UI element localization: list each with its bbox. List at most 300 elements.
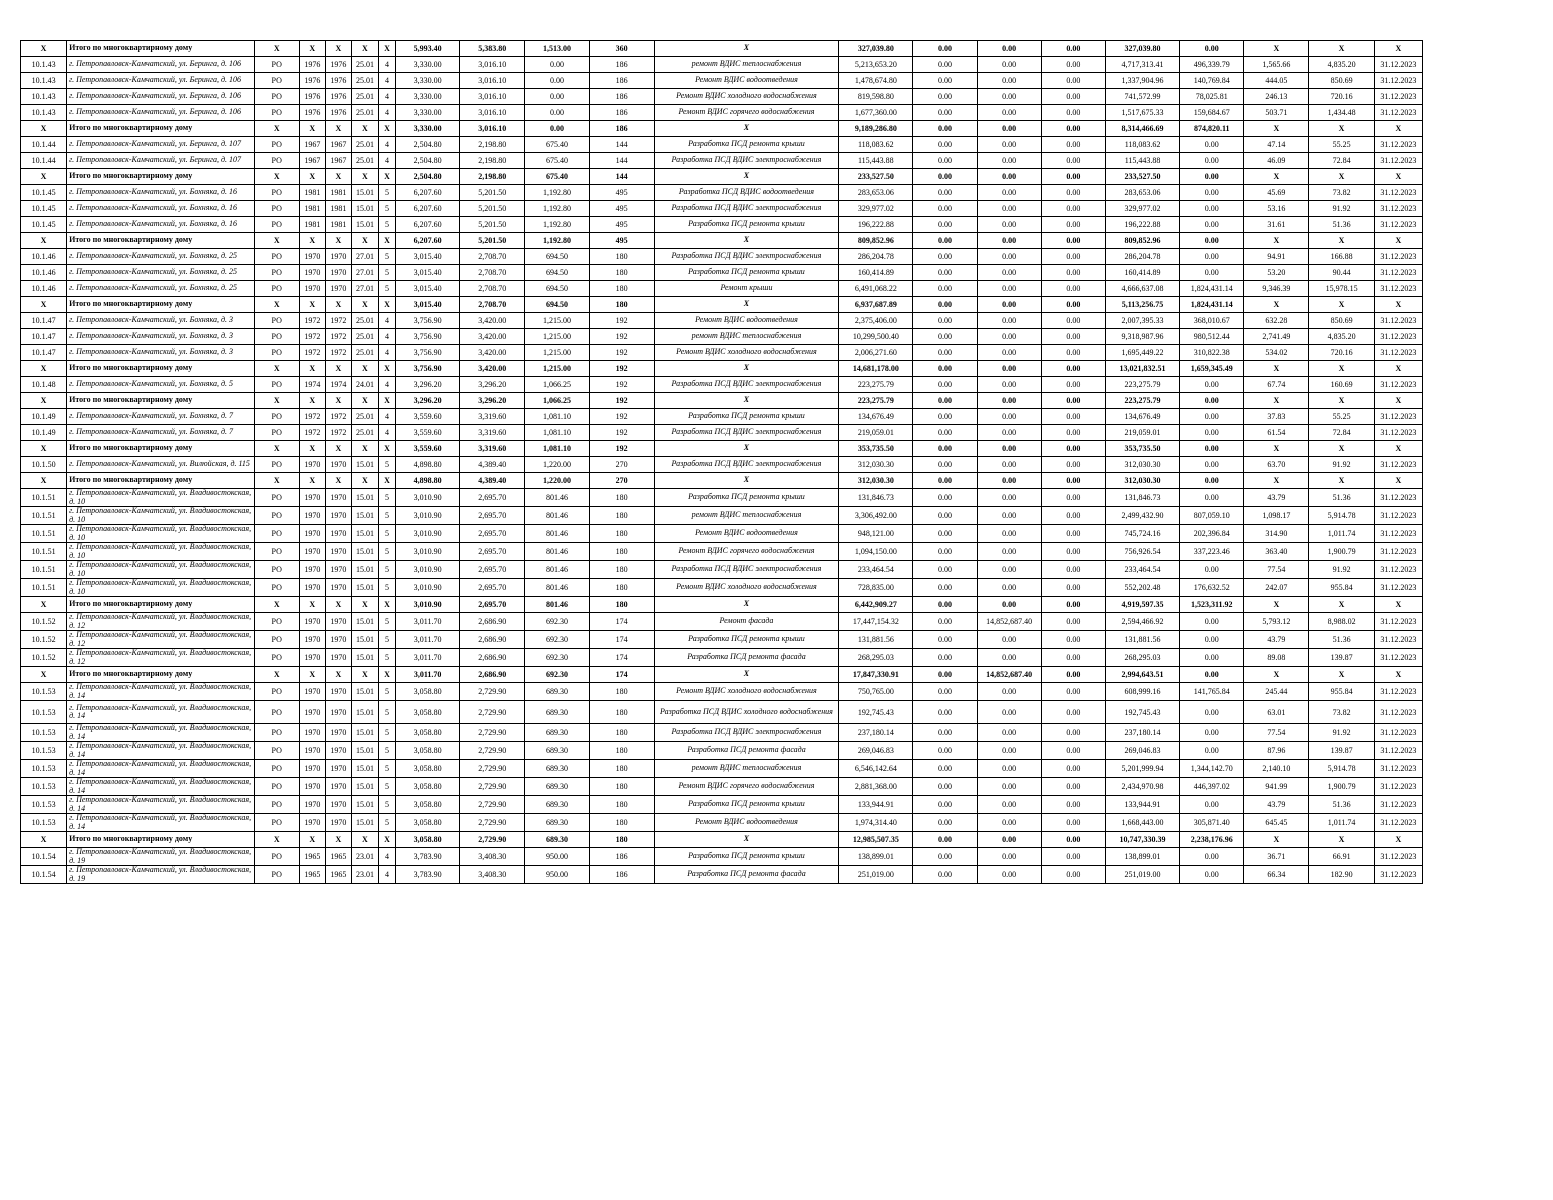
cell-work-type: X	[654, 473, 839, 489]
cell-municipal-funds: 0.00	[1041, 814, 1105, 832]
cell-total-cost: 10,299,500.40	[839, 329, 913, 345]
cell-work-type: X	[654, 393, 839, 409]
cell-address: г. Петропавловск-Камчатский, ул. Бохняка, д. 3	[67, 313, 255, 329]
cell-owner-funds: 2,434,970.98	[1105, 778, 1179, 796]
cell-living-area: 3,319.60	[460, 409, 525, 425]
cell-wall-material: 15.01	[351, 201, 378, 217]
cell-max-unit-cost: 850.69	[1309, 313, 1374, 329]
cell-municipal-funds: 0.00	[1041, 441, 1105, 457]
cell-year-built: X	[299, 297, 325, 313]
cell-row-number: 10.1.43	[21, 57, 67, 73]
cell-deadline: 31.12.2023	[1374, 507, 1422, 525]
cell-unit-cost: X	[1244, 597, 1309, 613]
cell-other-funds: 980,512.44	[1180, 329, 1244, 345]
cell-living-area: 2,686.90	[460, 631, 525, 649]
cell-total-cost: 12,985,507.35	[839, 832, 913, 848]
cell-owner-funds: 2,007,395.33	[1105, 313, 1179, 329]
cell-non-living-area: 689.30	[525, 742, 589, 760]
cell-work-type: Ремонт ВДИС холодного водоснабжения	[654, 89, 839, 105]
cell-owner-funds: 9,318,987.96	[1105, 329, 1179, 345]
cell-row-number: 10.1.54	[21, 848, 67, 866]
cell-residents: 180	[589, 724, 654, 742]
cell-customer: РО	[254, 866, 299, 884]
cell-year-built: 1970	[299, 724, 325, 742]
cell-non-living-area: 689.30	[525, 683, 589, 701]
cell-year-built: 1976	[299, 57, 325, 73]
cell-non-living-area: 1,081.10	[525, 441, 589, 457]
cell-year-built: 1972	[299, 313, 325, 329]
cell-total-area: 3,058.80	[396, 814, 460, 832]
cell-year-commissioned: 1970	[325, 796, 351, 814]
cell-owner-funds: 1,337,904.96	[1105, 73, 1179, 89]
cell-floors: 4	[378, 377, 395, 393]
cell-wall-material: X	[351, 41, 378, 57]
cell-address: Итого по многоквартирному дому	[67, 233, 255, 249]
cell-unit-cost: 314.90	[1244, 525, 1309, 543]
cell-municipal-funds: 0.00	[1041, 233, 1105, 249]
cell-unit-cost: 5,793.12	[1244, 613, 1309, 631]
cell-federal-funds: 0.00	[913, 297, 977, 313]
cell-non-living-area: 801.46	[525, 579, 589, 597]
cell-row-number: X	[21, 667, 67, 683]
cell-address: г. Петропавловск-Камчатский, ул. Бохняка, д. 16	[67, 185, 255, 201]
cell-total-area: 3,330.00	[396, 57, 460, 73]
cell-other-funds: 0.00	[1180, 377, 1244, 393]
cell-total-cost: 233,464.54	[839, 561, 913, 579]
cell-total-cost: 160,414.89	[839, 265, 913, 281]
cell-owner-funds: 1,695,449.22	[1105, 345, 1179, 361]
cell-municipal-funds: 0.00	[1041, 41, 1105, 57]
cell-total-cost: 269,046.83	[839, 742, 913, 760]
cell-total-area: 3,330.00	[396, 89, 460, 105]
cell-regional-funds: 14,852,687.40	[977, 613, 1041, 631]
cell-municipal-funds: 0.00	[1041, 265, 1105, 281]
cell-unit-cost: 77.54	[1244, 724, 1309, 742]
cell-owner-funds: 196,222.88	[1105, 217, 1179, 233]
cell-wall-material: 15.01	[351, 742, 378, 760]
cell-customer: РО	[254, 281, 299, 297]
cell-address: г. Петропавловск-Камчатский, ул. Владивостокская, д. 10	[67, 579, 255, 597]
cell-federal-funds: 0.00	[913, 742, 977, 760]
table-row	[21, 105, 1423, 121]
cell-work-type: ремонт ВДИС теплоснабжения	[654, 507, 839, 525]
cell-regional-funds: 0.00	[977, 153, 1041, 169]
cell-other-funds: 0.00	[1180, 217, 1244, 233]
table-row	[21, 613, 1423, 631]
cell-federal-funds: 0.00	[913, 796, 977, 814]
cell-deadline: 31.12.2023	[1374, 425, 1422, 441]
cell-deadline: 31.12.2023	[1374, 249, 1422, 265]
cell-living-area: 2,729.90	[460, 724, 525, 742]
cell-living-area: 2,729.90	[460, 796, 525, 814]
cell-customer: РО	[254, 345, 299, 361]
cell-floors: 5	[378, 543, 395, 561]
cell-address: Итого по многоквартирному дому	[67, 597, 255, 613]
cell-year-commissioned: 1970	[325, 701, 351, 724]
cell-customer: X	[254, 41, 299, 57]
cell-unit-cost: 9,346.39	[1244, 281, 1309, 297]
cell-owner-funds: 133,944.91	[1105, 796, 1179, 814]
cell-deadline: 31.12.2023	[1374, 613, 1422, 631]
cell-municipal-funds: 0.00	[1041, 742, 1105, 760]
cell-max-unit-cost: X	[1309, 473, 1374, 489]
cell-wall-material: 15.01	[351, 457, 378, 473]
cell-work-type: Разработка ПСД ВДИС электроснабжения	[654, 457, 839, 473]
cell-other-funds: 0.00	[1180, 41, 1244, 57]
cell-federal-funds: 0.00	[913, 169, 977, 185]
cell-row-number: 10.1.46	[21, 265, 67, 281]
total-row	[21, 297, 1423, 313]
cell-total-cost: 312,030.30	[839, 457, 913, 473]
table-row	[21, 249, 1423, 265]
cell-owner-funds: 2,994,643.51	[1105, 667, 1179, 683]
cell-year-commissioned: X	[325, 297, 351, 313]
cell-non-living-area: 1,192.80	[525, 233, 589, 249]
cell-living-area: 3,319.60	[460, 425, 525, 441]
cell-work-type: Ремонт ВДИС водоотведения	[654, 525, 839, 543]
cell-owner-funds: 2,594,466.92	[1105, 613, 1179, 631]
cell-owner-funds: 1,668,443.00	[1105, 814, 1179, 832]
cell-total-cost: 1,677,360.00	[839, 105, 913, 121]
cell-residents: 495	[589, 185, 654, 201]
cell-wall-material: X	[351, 473, 378, 489]
cell-floors: 5	[378, 649, 395, 667]
cell-federal-funds: 0.00	[913, 473, 977, 489]
cell-unit-cost: X	[1244, 667, 1309, 683]
cell-non-living-area: 689.30	[525, 778, 589, 796]
cell-federal-funds: 0.00	[913, 201, 977, 217]
cell-customer: РО	[254, 57, 299, 73]
cell-floors: 4	[378, 153, 395, 169]
cell-regional-funds: 0.00	[977, 57, 1041, 73]
cell-other-funds: 0.00	[1180, 233, 1244, 249]
cell-deadline: 31.12.2023	[1374, 345, 1422, 361]
cell-work-type: Ремонт ВДИС горячего водоснабжения	[654, 543, 839, 561]
cell-federal-funds: 0.00	[913, 613, 977, 631]
cell-wall-material: 15.01	[351, 814, 378, 832]
cell-total-cost: 134,676.49	[839, 409, 913, 425]
cell-wall-material: X	[351, 233, 378, 249]
cell-other-funds: 0.00	[1180, 742, 1244, 760]
cell-max-unit-cost: 1,011.74	[1309, 814, 1374, 832]
cell-customer: X	[254, 297, 299, 313]
cell-customer: РО	[254, 425, 299, 441]
cell-municipal-funds: 0.00	[1041, 525, 1105, 543]
cell-residents: 144	[589, 153, 654, 169]
cell-unit-cost: 46.09	[1244, 153, 1309, 169]
cell-max-unit-cost: 91.92	[1309, 201, 1374, 217]
cell-deadline: 31.12.2023	[1374, 201, 1422, 217]
cell-other-funds: 305,871.40	[1180, 814, 1244, 832]
table-row	[21, 57, 1423, 73]
cell-work-type: ремонт ВДИС теплоснабжения	[654, 329, 839, 345]
cell-residents: 186	[589, 105, 654, 121]
cell-year-commissioned: 1970	[325, 742, 351, 760]
cell-work-type: Разработка ПСД ремонта крыши	[654, 489, 839, 507]
cell-other-funds: 337,223.46	[1180, 543, 1244, 561]
cell-unit-cost: 534.02	[1244, 345, 1309, 361]
cell-non-living-area: 1,066.25	[525, 393, 589, 409]
cell-work-type: Разработка ПСД ВДИС холодного водоснабжения	[654, 701, 839, 724]
cell-federal-funds: 0.00	[913, 543, 977, 561]
cell-address: г. Петропавловск-Камчатский, ул. Владивостокская, д. 12	[67, 613, 255, 631]
cell-year-commissioned: 1974	[325, 377, 351, 393]
cell-residents: 180	[589, 683, 654, 701]
cell-other-funds: 0.00	[1180, 441, 1244, 457]
cell-regional-funds: 0.00	[977, 814, 1041, 832]
cell-other-funds: 159,684.67	[1180, 105, 1244, 121]
cell-customer: РО	[254, 613, 299, 631]
cell-row-number: 10.1.53	[21, 742, 67, 760]
cell-year-commissioned: 1970	[325, 265, 351, 281]
cell-residents: 180	[589, 796, 654, 814]
cell-municipal-funds: 0.00	[1041, 425, 1105, 441]
cell-total-area: 6,207.60	[396, 201, 460, 217]
cell-owner-funds: 131,881.56	[1105, 631, 1179, 649]
cell-year-built: X	[299, 832, 325, 848]
cell-unit-cost: X	[1244, 473, 1309, 489]
total-row	[21, 233, 1423, 249]
cell-work-type: Ремонт ВДИС водоотведения	[654, 814, 839, 832]
cell-unit-cost: 31.61	[1244, 217, 1309, 233]
cell-regional-funds: 0.00	[977, 377, 1041, 393]
cell-regional-funds: 0.00	[977, 832, 1041, 848]
cell-year-built: 1967	[299, 153, 325, 169]
cell-deadline: 31.12.2023	[1374, 105, 1422, 121]
total-row	[21, 473, 1423, 489]
cell-year-commissioned: 1970	[325, 489, 351, 507]
cell-federal-funds: 0.00	[913, 265, 977, 281]
cell-unit-cost: 53.16	[1244, 201, 1309, 217]
cell-living-area: 3,408.30	[460, 848, 525, 866]
cell-owner-funds: 756,926.54	[1105, 543, 1179, 561]
cell-owner-funds: 237,180.14	[1105, 724, 1179, 742]
cell-row-number: 10.1.53	[21, 778, 67, 796]
cell-address: Итого по многоквартирному дому	[67, 361, 255, 377]
cell-work-type: Разработка ПСД ВДИС электроснабжения	[654, 425, 839, 441]
cell-year-commissioned: 1965	[325, 848, 351, 866]
cell-unit-cost: 632.28	[1244, 313, 1309, 329]
cell-non-living-area: 675.40	[525, 153, 589, 169]
cell-row-number: X	[21, 361, 67, 377]
cell-wall-material: 15.01	[351, 683, 378, 701]
cell-non-living-area: 689.30	[525, 796, 589, 814]
table-row	[21, 185, 1423, 201]
cell-non-living-area: 1,066.25	[525, 377, 589, 393]
cell-work-type: X	[654, 121, 839, 137]
cell-customer: РО	[254, 724, 299, 742]
cell-address: г. Петропавловск-Камчатский, ул. Владивостокская, д. 14	[67, 724, 255, 742]
cell-year-built: 1970	[299, 796, 325, 814]
cell-work-type: Ремонт ВДИС холодного водоснабжения	[654, 683, 839, 701]
cell-owner-funds: 741,572.99	[1105, 89, 1179, 105]
cell-deadline: 31.12.2023	[1374, 683, 1422, 701]
cell-work-type: X	[654, 233, 839, 249]
cell-year-commissioned: X	[325, 393, 351, 409]
cell-other-funds: 78,025.81	[1180, 89, 1244, 105]
cell-owner-funds: 329,977.02	[1105, 201, 1179, 217]
cell-customer: РО	[254, 507, 299, 525]
cell-wall-material: 15.01	[351, 185, 378, 201]
cell-other-funds: 0.00	[1180, 201, 1244, 217]
cell-owner-funds: 8,314,466.69	[1105, 121, 1179, 137]
cell-non-living-area: 0.00	[525, 121, 589, 137]
cell-customer: X	[254, 121, 299, 137]
cell-other-funds: 446,397.02	[1180, 778, 1244, 796]
cell-wall-material: X	[351, 832, 378, 848]
cell-regional-funds: 0.00	[977, 683, 1041, 701]
cell-max-unit-cost: 139.87	[1309, 649, 1374, 667]
cell-owner-funds: 809,852.96	[1105, 233, 1179, 249]
cell-non-living-area: 1,215.00	[525, 361, 589, 377]
cell-non-living-area: 801.46	[525, 489, 589, 507]
cell-deadline: 31.12.2023	[1374, 185, 1422, 201]
cell-non-living-area: 1,513.00	[525, 41, 589, 57]
cell-municipal-funds: 0.00	[1041, 73, 1105, 89]
cell-year-built: 1970	[299, 525, 325, 543]
cell-year-commissioned: 1976	[325, 89, 351, 105]
cell-residents: 180	[589, 249, 654, 265]
cell-non-living-area: 1,215.00	[525, 345, 589, 361]
cell-max-unit-cost: 55.25	[1309, 137, 1374, 153]
cell-floors: X	[378, 169, 395, 185]
cell-unit-cost: 87.96	[1244, 742, 1309, 760]
cell-other-funds: 0.00	[1180, 489, 1244, 507]
cell-max-unit-cost: 72.84	[1309, 153, 1374, 169]
cell-deadline: X	[1374, 169, 1422, 185]
cell-floors: 5	[378, 778, 395, 796]
cell-regional-funds: 0.00	[977, 361, 1041, 377]
cell-wall-material: 15.01	[351, 724, 378, 742]
cell-federal-funds: 0.00	[913, 377, 977, 393]
cell-other-funds: 1,523,311.92	[1180, 597, 1244, 613]
cell-year-built: 1970	[299, 778, 325, 796]
cell-customer: РО	[254, 73, 299, 89]
cell-residents: 174	[589, 631, 654, 649]
cell-floors: 4	[378, 329, 395, 345]
table-row	[21, 329, 1423, 345]
cell-row-number: 10.1.51	[21, 543, 67, 561]
cell-floors: 5	[378, 683, 395, 701]
cell-municipal-funds: 0.00	[1041, 561, 1105, 579]
cell-address: г. Петропавловск-Камчатский, ул. Владивостокская, д. 10	[67, 489, 255, 507]
cell-non-living-area: 694.50	[525, 297, 589, 313]
cell-unit-cost: 61.54	[1244, 425, 1309, 441]
cell-federal-funds: 0.00	[913, 345, 977, 361]
cell-living-area: 2,708.70	[460, 249, 525, 265]
cell-non-living-area: 1,081.10	[525, 425, 589, 441]
cell-owner-funds: 286,204.78	[1105, 249, 1179, 265]
cell-year-built: 1974	[299, 377, 325, 393]
cell-year-built: 1970	[299, 814, 325, 832]
cell-customer: X	[254, 597, 299, 613]
cell-unit-cost: 77.54	[1244, 561, 1309, 579]
repair-program-table	[20, 40, 1423, 884]
cell-year-commissioned: X	[325, 361, 351, 377]
cell-floors: X	[378, 473, 395, 489]
cell-work-type: Разработка ПСД ремонта фасада	[654, 742, 839, 760]
cell-living-area: 3,420.00	[460, 361, 525, 377]
cell-max-unit-cost: X	[1309, 41, 1374, 57]
cell-other-funds: 1,824,431.14	[1180, 281, 1244, 297]
cell-floors: 4	[378, 105, 395, 121]
cell-living-area: 2,198.80	[460, 137, 525, 153]
cell-residents: 192	[589, 329, 654, 345]
table-row	[21, 561, 1423, 579]
cell-year-built: X	[299, 597, 325, 613]
cell-year-commissioned: X	[325, 832, 351, 848]
cell-work-type: Разработка ПСД ремонта фасада	[654, 649, 839, 667]
cell-work-type: X	[654, 41, 839, 57]
cell-customer: X	[254, 169, 299, 185]
cell-federal-funds: 0.00	[913, 579, 977, 597]
cell-floors: 5	[378, 724, 395, 742]
cell-federal-funds: 0.00	[913, 441, 977, 457]
cell-floors: X	[378, 393, 395, 409]
cell-municipal-funds: 0.00	[1041, 57, 1105, 73]
cell-customer: РО	[254, 249, 299, 265]
cell-year-commissioned: 1965	[325, 866, 351, 884]
cell-year-built: X	[299, 667, 325, 683]
table-row	[21, 724, 1423, 742]
cell-total-cost: 286,204.78	[839, 249, 913, 265]
cell-owner-funds: 312,030.30	[1105, 457, 1179, 473]
cell-work-type: Разработка ПСД ВДИС электроснабжения	[654, 561, 839, 579]
cell-municipal-funds: 0.00	[1041, 832, 1105, 848]
table-row	[21, 409, 1423, 425]
cell-max-unit-cost: 166.88	[1309, 249, 1374, 265]
cell-customer: X	[254, 441, 299, 457]
cell-municipal-funds: 0.00	[1041, 297, 1105, 313]
cell-regional-funds: 0.00	[977, 525, 1041, 543]
cell-owner-funds: 269,046.83	[1105, 742, 1179, 760]
cell-wall-material: X	[351, 361, 378, 377]
cell-address: г. Петропавловск-Камчатский, ул. Бохняка, д. 25	[67, 249, 255, 265]
cell-unit-cost: 94.91	[1244, 249, 1309, 265]
cell-living-area: 2,695.70	[460, 597, 525, 613]
cell-owner-funds: 327,039.80	[1105, 41, 1179, 57]
cell-federal-funds: 0.00	[913, 281, 977, 297]
cell-year-built: 1970	[299, 281, 325, 297]
cell-other-funds: 496,339.79	[1180, 57, 1244, 73]
cell-row-number: 10.1.51	[21, 525, 67, 543]
cell-federal-funds: 0.00	[913, 525, 977, 543]
cell-max-unit-cost: X	[1309, 393, 1374, 409]
cell-year-commissioned: 1976	[325, 73, 351, 89]
cell-max-unit-cost: X	[1309, 597, 1374, 613]
cell-work-type: Разработка ПСД ремонта крыши	[654, 848, 839, 866]
cell-customer: РО	[254, 265, 299, 281]
cell-work-type: Разработка ПСД ремонта крыши	[654, 217, 839, 233]
cell-total-area: 3,058.80	[396, 742, 460, 760]
cell-unit-cost: 47.14	[1244, 137, 1309, 153]
cell-non-living-area: 801.46	[525, 507, 589, 525]
cell-municipal-funds: 0.00	[1041, 169, 1105, 185]
cell-floors: 5	[378, 796, 395, 814]
cell-living-area: 2,695.70	[460, 489, 525, 507]
cell-total-area: 3,330.00	[396, 121, 460, 137]
cell-address: г. Петропавловск-Камчатский, ул. Владивостокская, д. 10	[67, 561, 255, 579]
cell-max-unit-cost: 5,914.78	[1309, 507, 1374, 525]
cell-year-commissioned: 1967	[325, 137, 351, 153]
cell-regional-funds: 0.00	[977, 425, 1041, 441]
cell-row-number: X	[21, 441, 67, 457]
cell-total-area: 6,207.60	[396, 185, 460, 201]
cell-regional-funds: 0.00	[977, 507, 1041, 525]
cell-owner-funds: 745,724.16	[1105, 525, 1179, 543]
cell-deadline: 31.12.2023	[1374, 217, 1422, 233]
cell-deadline: 31.12.2023	[1374, 281, 1422, 297]
